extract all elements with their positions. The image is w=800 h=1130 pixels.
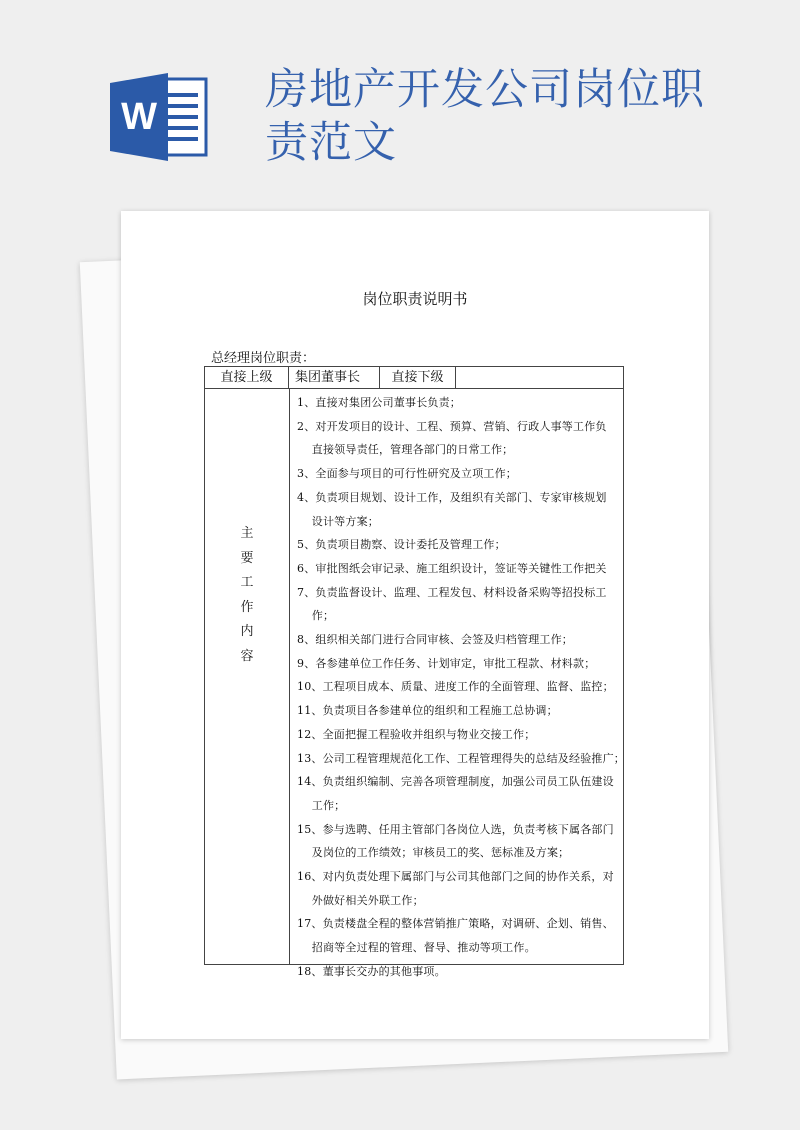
duty-line: 12、全面把握工程验收并组织与物业交接工作； [297, 727, 536, 741]
duty-table [204, 366, 625, 978]
duty-line: 设计等方案； [297, 514, 379, 528]
duty-line: 15、参与选聘、任用主管部门各岗位人选，负责考核下属各部门 [297, 822, 614, 836]
document-page [121, 211, 709, 1039]
main-duties-column [205, 388, 290, 964]
duty-line: 8、组织相关部门进行合同审核、会签及归档管理工作； [297, 633, 573, 647]
document-title: 岗位职责说明书 [362, 290, 468, 308]
superior-value: 集团董事长 [289, 367, 380, 388]
subordinate-label: 直接下级 [380, 367, 456, 388]
subordinate-value [456, 367, 623, 388]
word-document-icon [110, 73, 210, 161]
duty-line: 及岗位的工作绩效；审核员工的奖、惩标准及方案； [297, 846, 570, 860]
duty-line: 外做好相关外联工作； [297, 893, 424, 907]
duty-line: 18、董事长交办的其他事项。 [297, 964, 446, 978]
duty-line: 6、审批图纸会审记录、施工组织设计，签证等关键性工作把关 [297, 561, 607, 575]
duty-line: 直接领导责任，管理各部门的日常工作； [297, 443, 514, 457]
duty-line: 10、工程项目成本、质量、进度工作的全面管理、监督、监控； [297, 680, 614, 694]
duty-line: 工作； [297, 798, 346, 812]
duty-line: 16、对内负责处理下属部门与公司其他部门之间的协作关系，对 [297, 870, 614, 884]
promo-title: 房地产开发公司岗位职责范文 [265, 65, 705, 168]
duty-line: 作； [297, 609, 335, 623]
promo-header [0, 0, 800, 210]
table-header-row [205, 367, 623, 389]
duty-line: 4、负责项目规划、设计工作，及组织有关部门、专家审核规划 [297, 490, 607, 504]
duty-line: 11、负责项目各参建单位的组织和工程施工总协调； [297, 704, 558, 718]
duty-list [297, 391, 625, 984]
duty-line: 招商等全过程的管理、督导、推动等项工作。 [297, 941, 536, 955]
duty-line: 17、负责楼盘全程的整体营销推广策略，对调研、企划、销售、 [297, 917, 614, 931]
duty-line: 13、公司工程管理规范化工作、工程管理得失的总结及经验推广； [297, 751, 625, 765]
main-duties-label: 主 要 工 作 内 容 [240, 526, 254, 664]
superior-label: 直接上级 [205, 367, 289, 388]
section-label: 总经理岗位职责： [211, 351, 316, 366]
duty-line: 3、全面参与项目的可行性研究及立项工作； [297, 467, 517, 481]
word-logo-letter: W [121, 96, 157, 138]
duty-line: 2、对开发项目的设计、工程、预算、营销、行政人事等工作负 [297, 419, 607, 433]
duty-line: 5、负责项目勘察、设计委托及管理工作； [297, 538, 506, 552]
duty-line: 14、负责组织编制、完善各项管理制度，加强公司员工队伍建设 [297, 775, 614, 789]
duty-line: 9、各参建单位工作任务、计划审定，审批工程款、材料款； [297, 656, 596, 670]
duty-line: 1、直接对集团公司董事长负责； [297, 396, 461, 409]
duty-line: 7、负责监督设计、监理、工程发包、材料设备采购等招投标工 [297, 585, 607, 599]
